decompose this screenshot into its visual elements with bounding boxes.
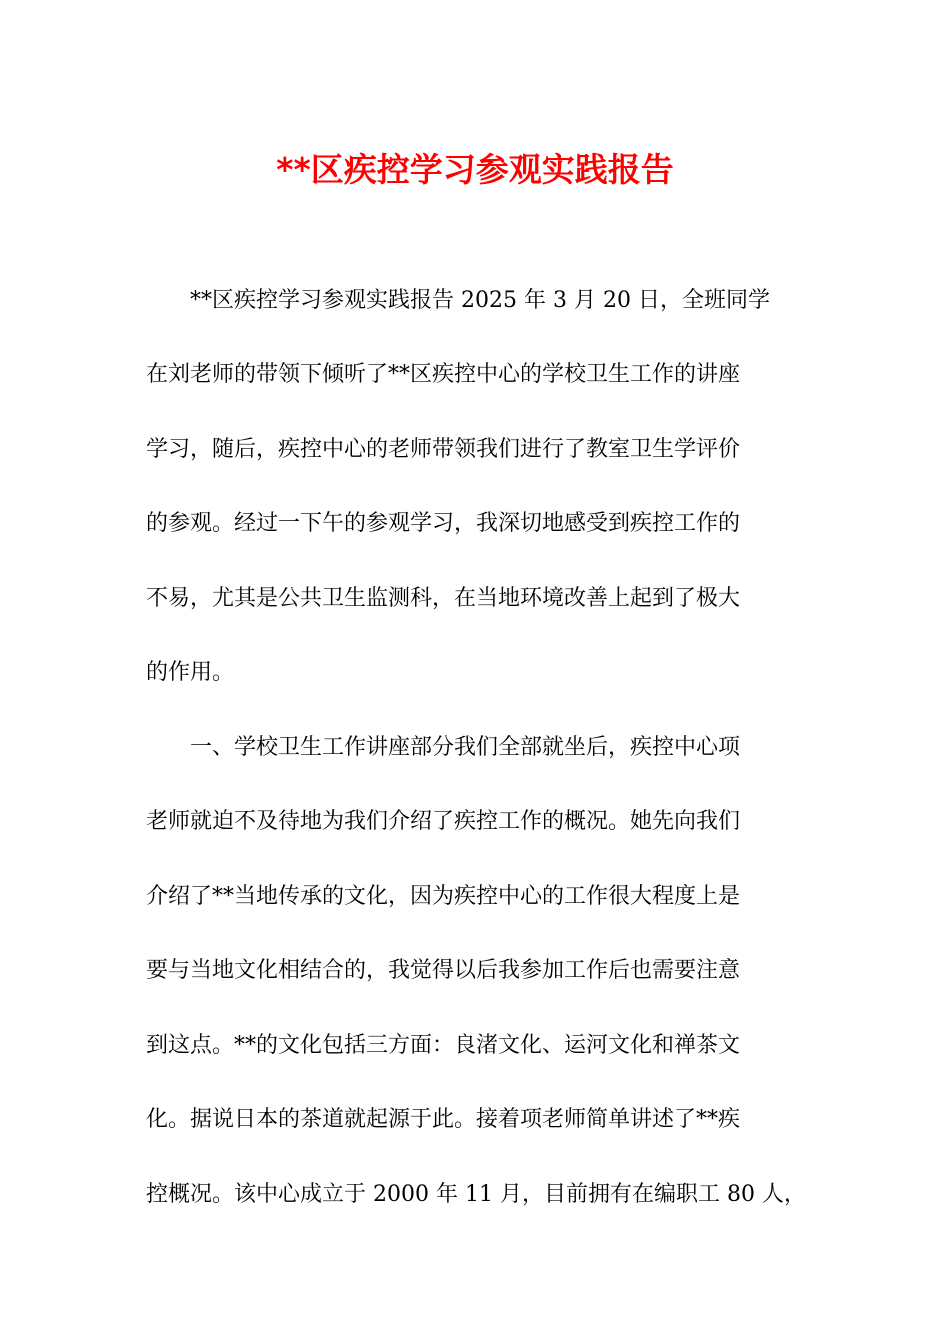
paragraph-line: 在刘老师的带领下倾听了**区疾控中心的学校卫生工作的讲座: [146, 362, 741, 387]
paragraph-line: 老师就迫不及待地为我们介绍了疾控工作的概况。她先向我们: [146, 809, 741, 834]
paragraph-line: 的作用。: [146, 660, 235, 685]
paragraph-line: 要与当地文化相结合的，我觉得以后我参加工作后也需要注意: [146, 958, 741, 983]
paragraph-line: 不易，尤其是公共卫生监测科，在当地环境改善上起到了极大: [146, 586, 741, 611]
paragraph-line: 的参观。经过一下午的参观学习，我深切地感受到疾控工作的: [146, 511, 741, 536]
paragraph-line: **区疾控学习参观实践报告 2025 年 3 月 20 日，全班同学: [190, 288, 770, 313]
paragraph-line: 介绍了**当地传承的文化，因为疾控中心的工作很大程度上是: [146, 884, 741, 909]
paragraph-line: 到这点。**的文化包括三方面：良渚文化、运河文化和禅茶文: [146, 1033, 741, 1058]
paragraph-line: 学习，随后，疾控中心的老师带领我们进行了教室卫生学评价: [146, 437, 741, 462]
document-title: **区疾控学习参观实践报告: [276, 150, 674, 189]
paragraph-line: 化。据说日本的茶道就起源于此。接着项老师简单讲述了**疾: [146, 1107, 741, 1132]
paragraph-line: 一、学校卫生工作讲座部分我们全部就坐后，疾控中心项: [190, 735, 741, 760]
paragraph-line: 控概况。该中心成立于 2000 年 11 月，目前拥有在编职工 80 人，: [146, 1182, 806, 1207]
